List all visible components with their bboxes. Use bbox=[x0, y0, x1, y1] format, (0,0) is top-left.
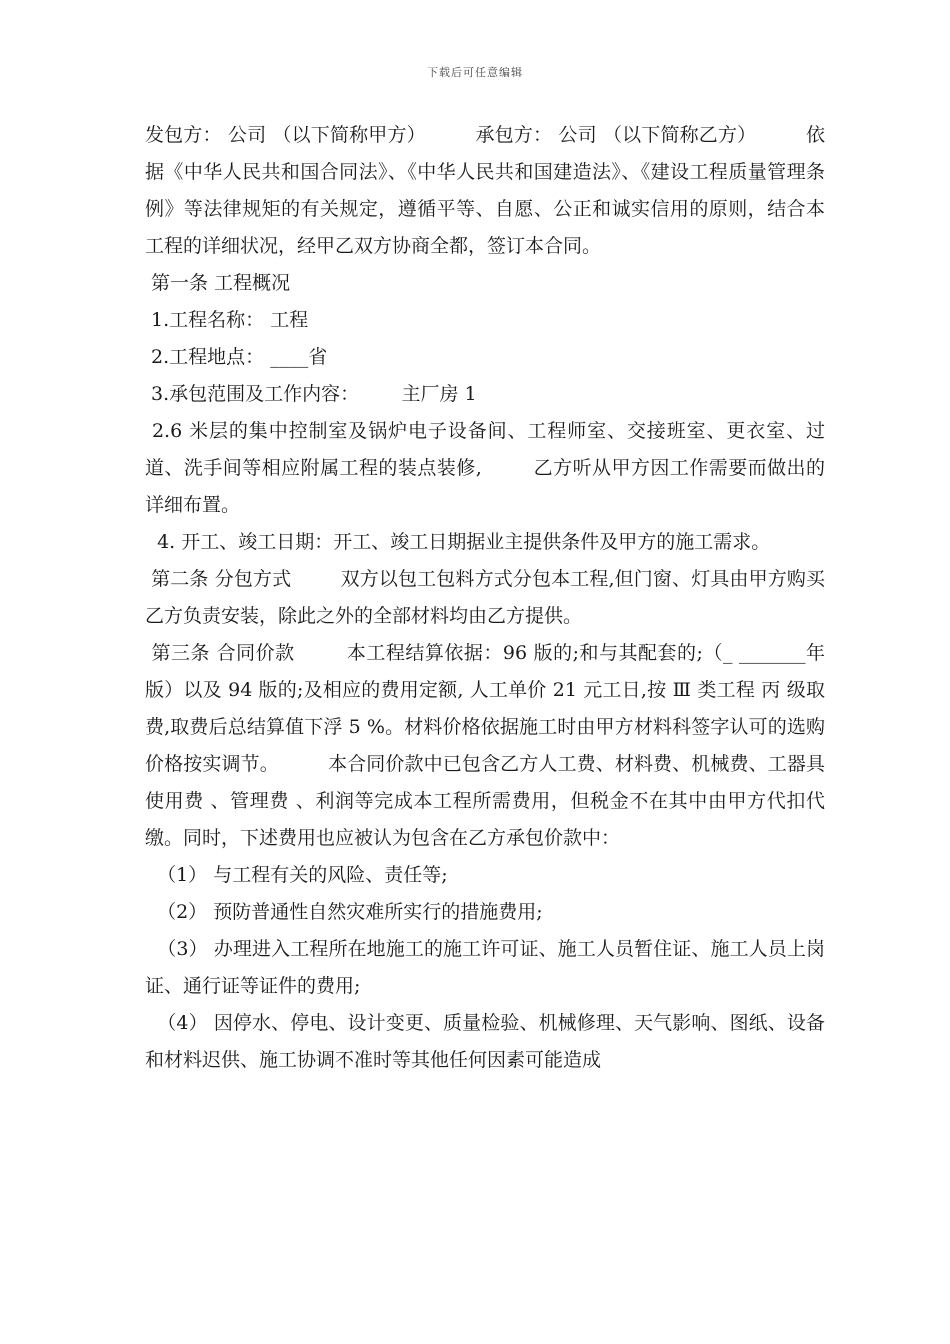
project-name-line: 1.工程名称： 工程 bbox=[145, 309, 309, 331]
schedule-paragraph: 4. 开工、竣工日期：开工、竣工日期据业主提供条件及甲方的施工需求。 bbox=[145, 531, 771, 553]
document-body bbox=[145, 117, 825, 1079]
scope-line: 3.承包范围及工作内容： 主厂房 1 bbox=[145, 383, 477, 405]
article-3-paragraph: 第三条 合同价款 本工程结算依据：96 版的;和与其配套的;（_ _______年版）以及 94 版的;及相应的费用定额, 人工单价 21 元工日,按 Ⅲ 类工程 丙 级取费,取费后总结算值下浮 5 %。材料价格依据施工时由甲方材料科签字认可的选购价格按实调节。 本合同价款中已包含乙方人工费、材料费、机械费、工器具使用费 、管理费 、利润等完成本工程所需费用，但税金不在其中由甲方代扣代缴。同时，下述费用也应被认为包含在乙方承包价款中： bbox=[145, 642, 825, 849]
project-location-line: 2.工程地点： ____省 bbox=[145, 346, 328, 368]
list-item-1: （1） 与工程有关的风险、责任等; bbox=[145, 864, 448, 886]
article-1-heading: 第一条 工程概况 bbox=[145, 272, 291, 294]
scope-detail-paragraph: 2.6 米层的集中控制室及锅炉电子设备间、工程师室、交接班室、更衣室、过道、洗手间等相应附属工程的装点装修, 乙方听从甲方因工作需要而做出的详细布置。 bbox=[145, 420, 825, 516]
list-item-4: （4） 因停水、停电、设计变更、质量检验、机械修理、天气影响、图纸、设备和材料迟供、施工协调不准时等其他任何因素可能造成 bbox=[145, 1012, 825, 1071]
list-item-3: （3） 办理进入工程所在地施工的施工许可证、施工人员暂住证、施工人员上岗证、通行证等证件的费用; bbox=[145, 938, 825, 997]
page-header: 下载后可任意编辑 bbox=[427, 66, 523, 79]
article-2-paragraph: 第二条 分包方式 双方以包工包料方式分包本工程,但门窗、灯具由甲方购买乙方负责安装，除此之外的全部材料均由乙方提供。 bbox=[145, 568, 825, 627]
list-item-2: （2） 预防普通性自然灾难所实行的措施费用; bbox=[145, 901, 543, 923]
parties-paragraph: 发包方： 公司 （以下简称甲方） 承包方： 公司 （以下简称乙方） 依据《中华人民共和国合同法》、《中华人民共和国建造法》、《建设工程质量管理条例》等法律规矩的有关规定，遵循平等、自愿、公正和诚实信用的原则，结合本工程的详细状况，经甲乙双方协商全都，签订本合同。 bbox=[145, 124, 825, 257]
